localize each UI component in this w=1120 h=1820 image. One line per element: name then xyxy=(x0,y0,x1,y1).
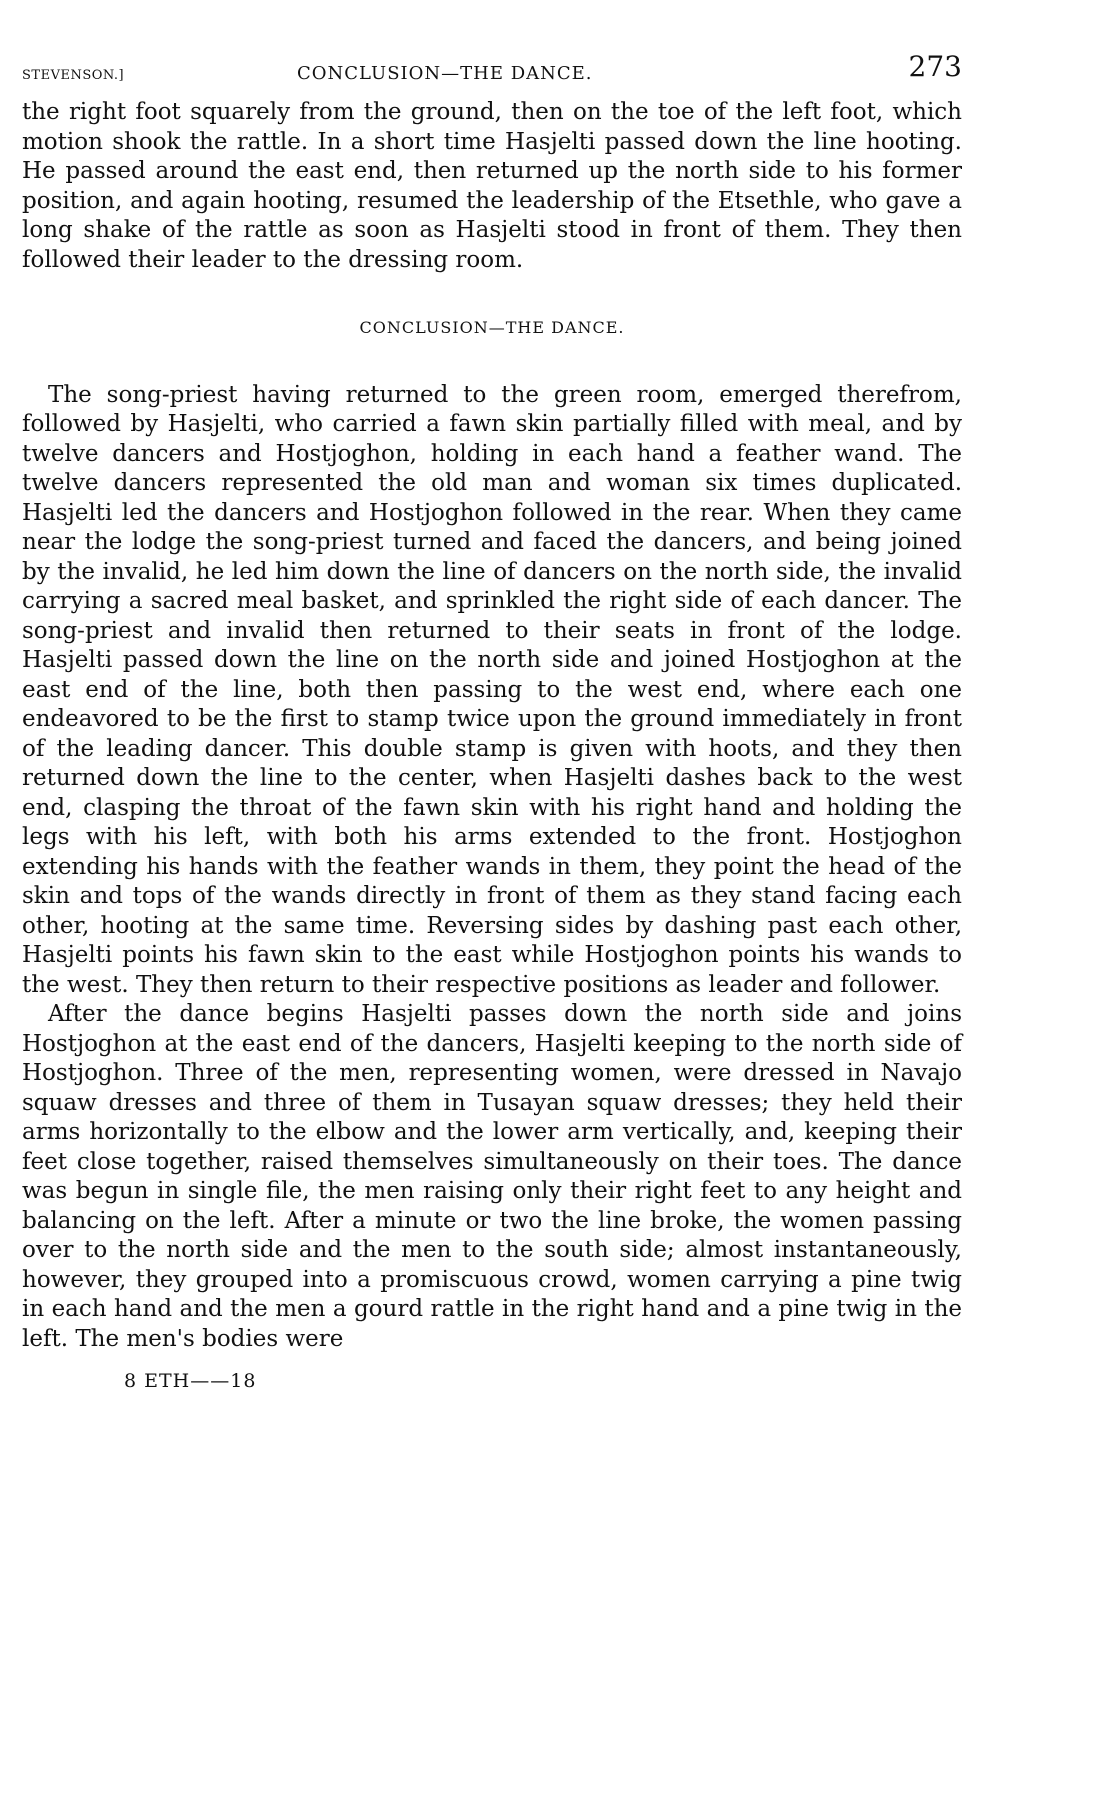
signature-mark: 8 ETH——18 xyxy=(124,1370,257,1392)
paragraph-2: After the dance begins Hasjelti passes down the north side and joins Hostjoghon at the east end of the dancers, Hasjelti keeping to the north side of Hostjoghon. Three of the men, representing women, were dressed in Navajo squaw dresses and three of them in Tusayan squaw dresses; they held their arms horizontally to the elbow and the lower arm vertically, and, keeping their feet close together, raised themselves simultaneously on their toes. The dance was begun in single file, the men raising only their right feet to any height and balancing on the left. After a minute or two the line broke, the women passing over to the north side and the men to the south side; almost instantaneously, however, they grouped into a promiscuous crowd, women carrying a pine twig in each hand and the men a gourd rattle in the right hand and a pine twig in the left. The men's bodies were xyxy=(22,1001,962,1352)
section-heading: CONCLUSION—THE DANCE. xyxy=(359,318,625,337)
body-text xyxy=(22,98,962,1354)
running-head-title: CONCLUSION—THE DANCE. xyxy=(297,63,593,84)
running-head-author: STEVENSON.] xyxy=(22,68,125,83)
paragraph-continued: the right foot squarely from the ground, then on the toe of the left foot, which motion shook the rattle. In a short time Hasjelti passed down the line hooting. He passed around the east end, then returned up the north side to his former position, and again hooting, resumed the leadership of the Etsethle, who gave a long shake of the rattle as soon as Hasjelti stood in front of them. They then followed their leader to the dressing room. xyxy=(22,99,962,273)
page-number: 273 xyxy=(908,50,962,83)
running-head xyxy=(22,38,962,98)
document-page xyxy=(22,38,962,1798)
paragraph-1: The song-priest having returned to the green room, emerged therefrom, followed by Hasjelti, who carried a fawn skin partially filled with meal, and by twelve dancers and Hostjoghon, holding in each hand a feather wand. The twelve dancers represented the old man and woman six times duplicated. Hasjelti led the dancers and Hostjoghon followed in the rear. When they came near the lodge the song-priest turned and faced the dancers, and being joined by the invalid, he led him down the line of dancers on the north side, the invalid carrying a sacred meal basket, and sprinkled the right side of each dancer. The song-priest and invalid then returned to their seats in front of the lodge. Hasjelti passed down the line on the north side and joined Hostjoghon at the east end of the line, both then passing to the west end, where each one endeavored to be the first to stamp twice upon the ground immediately in front of the leading dancer. This double stamp is given with hoots, and they then returned down the line to the center, when Hasjelti dashes back to the west end, clasping the throat of the fawn skin with his right hand and holding the legs with his left, with both his arms extended to the front. Hostjoghon extending his hands with the feather wands in them, they point the head of the skin and tops of the wands directly in front of them as they stand facing each other, hooting at the same time. Reversing sides by dashing past each other, Hasjelti points his fawn skin to the east while Hostjoghon points his wands to the west. They then return to their respective positions as leader and follower. xyxy=(22,381,962,998)
